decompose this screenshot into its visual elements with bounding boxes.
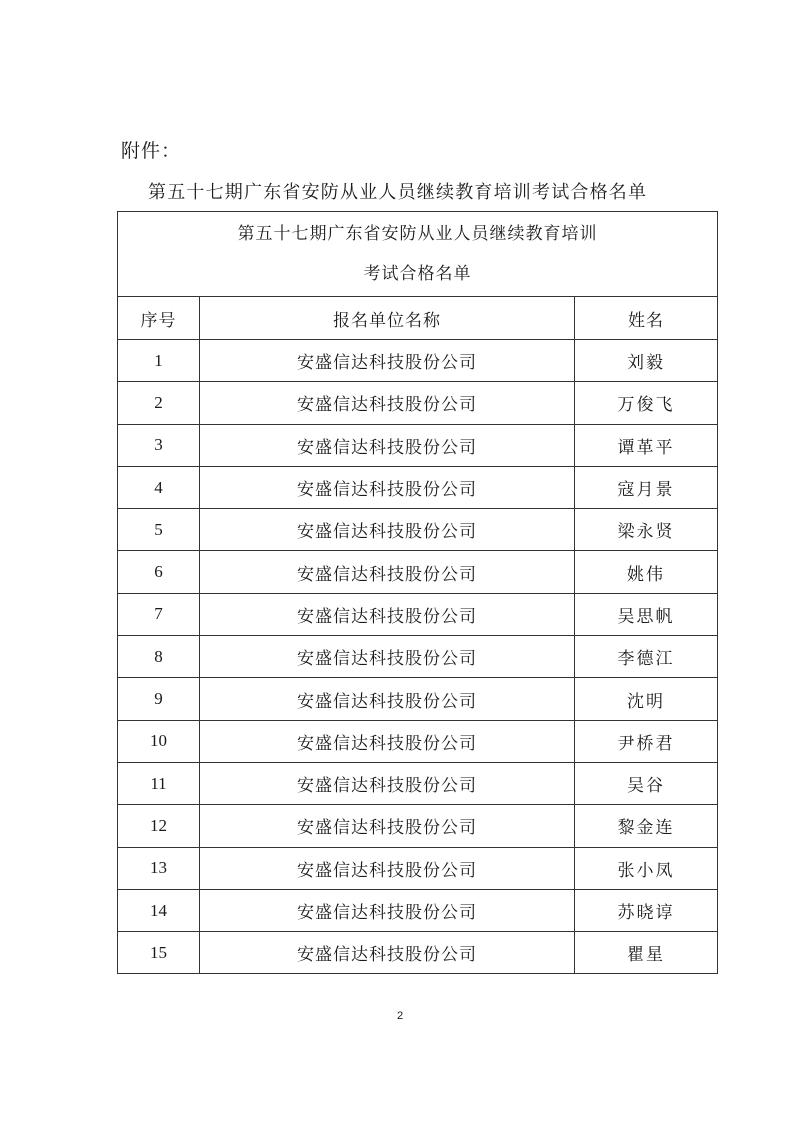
- row-unit-cell: 安盛信达科技股份公司: [200, 593, 575, 635]
- table-row: [118, 932, 718, 974]
- row-name-cell: 尹桥君: [575, 720, 718, 762]
- page-number: 2: [396, 1010, 404, 1022]
- table-title-row: [118, 212, 718, 297]
- row-seq-cell: 14: [118, 889, 200, 931]
- row-unit-cell: 安盛信达科技股份公司: [200, 551, 575, 593]
- row-name-cell: 梁永贤: [575, 509, 718, 551]
- row-seq-cell: 10: [118, 720, 200, 762]
- table-title-line-1: 第五十七期广东省安防从业人员继续教育培训: [237, 224, 598, 244]
- row-name-cell: 刘毅: [575, 340, 718, 382]
- row-seq-cell: 15: [118, 932, 200, 974]
- row-unit-cell: 安盛信达科技股份公司: [200, 678, 575, 720]
- row-name-cell: 苏晓谆: [575, 889, 718, 931]
- row-unit-cell: 安盛信达科技股份公司: [200, 636, 575, 678]
- row-seq-cell: 1: [118, 340, 200, 382]
- row-unit-cell: 安盛信达科技股份公司: [200, 889, 575, 931]
- row-seq-cell: 5: [118, 509, 200, 551]
- row-unit-cell: 安盛信达科技股份公司: [200, 466, 575, 508]
- table-row: [118, 678, 718, 720]
- row-unit-cell: 安盛信达科技股份公司: [200, 762, 575, 804]
- table-row: [118, 593, 718, 635]
- row-name-cell: 吴谷: [575, 762, 718, 804]
- table-row: [118, 340, 718, 382]
- table-title: [118, 212, 718, 297]
- row-name-cell: 张小凤: [575, 847, 718, 889]
- row-seq-cell: 6: [118, 551, 200, 593]
- table-row: [118, 424, 718, 466]
- table-row: [118, 509, 718, 551]
- row-seq-cell: 4: [118, 466, 200, 508]
- table-row: [118, 847, 718, 889]
- header-seq: 序号: [118, 297, 200, 340]
- header-unit: 报名单位名称: [200, 297, 575, 340]
- row-unit-cell: 安盛信达科技股份公司: [200, 424, 575, 466]
- qualified-list-table: [117, 211, 718, 974]
- row-unit-cell: 安盛信达科技股份公司: [200, 805, 575, 847]
- row-name-cell: 吴思帆: [575, 593, 718, 635]
- row-seq-cell: 7: [118, 593, 200, 635]
- row-seq-cell: 11: [118, 762, 200, 804]
- row-name-cell: 寇月景: [575, 466, 718, 508]
- row-seq-cell: 12: [118, 805, 200, 847]
- row-seq-cell: 3: [118, 424, 200, 466]
- row-unit-cell: 安盛信达科技股份公司: [200, 932, 575, 974]
- document-title: 第五十七期广东省安防从业人员继续教育培训考试合格名单: [148, 182, 648, 203]
- table-header-row: [118, 297, 718, 340]
- row-name-cell: 谭革平: [575, 424, 718, 466]
- row-seq-cell: 8: [118, 636, 200, 678]
- row-unit-cell: 安盛信达科技股份公司: [200, 847, 575, 889]
- row-name-cell: 沈明: [575, 678, 718, 720]
- table-row: [118, 805, 718, 847]
- row-seq-cell: 9: [118, 678, 200, 720]
- header-name: 姓名: [575, 297, 718, 340]
- table-body: [118, 212, 718, 974]
- table-row: [118, 762, 718, 804]
- row-seq-cell: 2: [118, 382, 200, 424]
- row-name-cell: 李德江: [575, 636, 718, 678]
- table-row: [118, 382, 718, 424]
- attachment-label: 附件：: [121, 140, 182, 162]
- row-unit-cell: 安盛信达科技股份公司: [200, 340, 575, 382]
- row-unit-cell: 安盛信达科技股份公司: [200, 382, 575, 424]
- row-unit-cell: 安盛信达科技股份公司: [200, 509, 575, 551]
- row-seq-cell: 13: [118, 847, 200, 889]
- row-name-cell: 瞿星: [575, 932, 718, 974]
- table-row: [118, 551, 718, 593]
- table-row: [118, 720, 718, 762]
- table-title-line-2: 考试合格名单: [363, 264, 472, 284]
- table-row: [118, 889, 718, 931]
- table-row: [118, 466, 718, 508]
- table-row: [118, 636, 718, 678]
- row-unit-cell: 安盛信达科技股份公司: [200, 720, 575, 762]
- row-name-cell: 姚伟: [575, 551, 718, 593]
- row-name-cell: 黎金连: [575, 805, 718, 847]
- row-name-cell: 万俊飞: [575, 382, 718, 424]
